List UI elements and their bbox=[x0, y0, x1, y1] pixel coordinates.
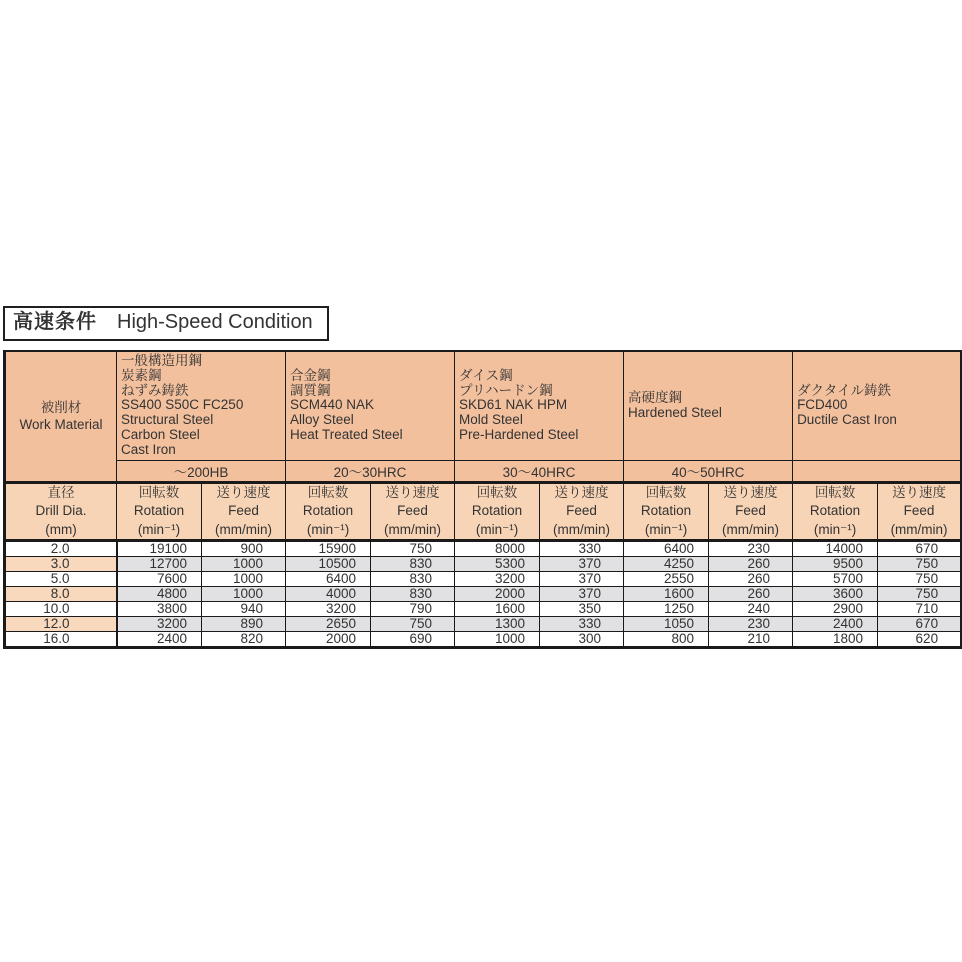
feed-value: 210 bbox=[709, 632, 793, 648]
material-group-1 bbox=[117, 351, 286, 460]
rotation-value: 8000 bbox=[455, 541, 540, 557]
rotation-value: 3200 bbox=[455, 572, 540, 587]
rotation-value: 5300 bbox=[455, 557, 540, 572]
rot-header-unit: (min⁻¹) bbox=[644, 521, 688, 537]
feed-header-en: Feed bbox=[397, 503, 428, 519]
feed-header-jp: 送り速度 bbox=[385, 484, 440, 500]
data-row-dia-5.0 bbox=[5, 572, 962, 587]
drill-dia-header-jp: 直径 bbox=[47, 484, 75, 500]
material-group-1-line: Cast Iron bbox=[121, 441, 176, 457]
rotation-value: 1000 bbox=[455, 632, 540, 648]
rot-header-unit: (min⁻¹) bbox=[813, 521, 857, 537]
feed-value: 240 bbox=[709, 602, 793, 617]
material-group-3 bbox=[455, 351, 624, 460]
dia-cell: 8.0 bbox=[5, 587, 117, 602]
data-row-dia-3.0 bbox=[5, 557, 962, 572]
rotation-value: 7600 bbox=[117, 572, 202, 587]
feed-value: 750 bbox=[878, 557, 962, 572]
material-group-1-line: 一般構造用鋼 bbox=[121, 353, 202, 368]
rot-header-unit: (min⁻¹) bbox=[306, 521, 350, 537]
feed-value: 750 bbox=[371, 541, 455, 557]
feed-value: 1000 bbox=[202, 587, 286, 602]
feed-header-en: Feed bbox=[903, 503, 935, 519]
feed-value: 260 bbox=[709, 572, 793, 587]
feed-value: 370 bbox=[540, 557, 624, 572]
dia-cell: 3.0 bbox=[5, 557, 117, 572]
feed-header-en: Feed bbox=[735, 503, 766, 519]
hardness-label-3: 30～40HRC bbox=[455, 460, 624, 482]
rotation-value: 1050 bbox=[624, 617, 709, 632]
feed-value: 750 bbox=[878, 587, 962, 602]
rotation-value: 1600 bbox=[624, 587, 709, 602]
feed-value: 900 bbox=[202, 541, 286, 557]
feed-header-2 bbox=[371, 482, 455, 541]
material-group-2-line: Heat Treated Steel bbox=[290, 426, 403, 442]
data-rows bbox=[5, 541, 962, 648]
material-group-3-line: プリハードン鋼 bbox=[459, 382, 553, 398]
material-group-2-line: SCM440 NAK bbox=[290, 397, 375, 413]
feed-value: 890 bbox=[202, 617, 286, 632]
rotation-value: 1300 bbox=[455, 617, 540, 632]
rot-header-5 bbox=[793, 482, 878, 541]
feed-header-jp: 送り速度 bbox=[723, 484, 778, 500]
rot-header-jp: 回転数 bbox=[476, 484, 518, 500]
feed-value: 750 bbox=[371, 617, 455, 632]
feed-value: 830 bbox=[371, 587, 455, 602]
rot-header-jp: 回転数 bbox=[138, 484, 180, 500]
feed-value: 750 bbox=[878, 572, 962, 587]
hardness-label-4: 40～50HRC bbox=[624, 460, 793, 482]
dia-cell: 12.0 bbox=[5, 617, 117, 632]
hardness-label-2: 20～30HRC bbox=[286, 460, 455, 482]
rotation-value: 12700 bbox=[117, 557, 202, 572]
rotation-value: 4000 bbox=[286, 587, 371, 602]
hardness-label-1: ～200HB bbox=[117, 460, 286, 482]
feed-value: 620 bbox=[878, 632, 962, 648]
feed-value: 940 bbox=[202, 602, 286, 617]
work-material-header bbox=[5, 351, 117, 482]
feed-value: 230 bbox=[709, 617, 793, 632]
feed-header-jp: 送り速度 bbox=[554, 484, 609, 500]
rotation-value: 6400 bbox=[286, 572, 371, 587]
feed-value: 670 bbox=[878, 541, 962, 557]
rotation-value: 4800 bbox=[117, 587, 202, 602]
feed-header-en: Feed bbox=[566, 503, 597, 519]
rot-header-en: Rotation bbox=[302, 503, 354, 519]
rotation-value: 5700 bbox=[793, 572, 878, 587]
data-row-dia-2.0 bbox=[5, 541, 962, 557]
feed-value: 820 bbox=[202, 632, 286, 648]
title-japanese: 高速条件 bbox=[13, 311, 97, 333]
rotation-value: 2400 bbox=[117, 632, 202, 648]
rotation-value: 10500 bbox=[286, 557, 371, 572]
rotation-value: 4250 bbox=[624, 557, 709, 572]
title-box bbox=[3, 306, 329, 341]
material-group-2-line: Alloy Steel bbox=[290, 412, 354, 428]
feed-header-1 bbox=[202, 482, 286, 541]
rot-header-en: Rotation bbox=[640, 503, 692, 519]
material-group-1-line: ねずみ鋳鉄 bbox=[121, 382, 189, 398]
rot-header-en: Rotation bbox=[471, 503, 523, 519]
feed-header-unit: (mm/min) bbox=[553, 521, 611, 537]
material-group-1-line: Carbon Steel bbox=[121, 426, 200, 442]
rot-header-unit: (min⁻¹) bbox=[475, 521, 519, 537]
data-row-dia-8.0 bbox=[5, 587, 962, 602]
feed-header-en: Feed bbox=[228, 503, 259, 519]
material-group-2-line: 調質鋼 bbox=[290, 382, 331, 398]
column-header-row bbox=[5, 482, 962, 541]
feed-value: 230 bbox=[709, 541, 793, 557]
dia-cell: 5.0 bbox=[5, 572, 117, 587]
data-row-dia-10.0 bbox=[5, 602, 962, 617]
material-header-row bbox=[5, 351, 962, 460]
data-row-dia-12.0 bbox=[5, 617, 962, 632]
rot-header-jp: 回転数 bbox=[814, 484, 856, 500]
feed-header-jp: 送り速度 bbox=[216, 484, 271, 500]
rotation-value: 3200 bbox=[117, 617, 202, 632]
work-material-en: Work Material bbox=[19, 417, 103, 433]
rot-header-unit: (min⁻¹) bbox=[137, 521, 181, 537]
rotation-value: 9500 bbox=[793, 557, 878, 572]
rot-header-jp: 回転数 bbox=[645, 484, 687, 500]
rot-header-2 bbox=[286, 482, 371, 541]
feed-header-unit: (mm/min) bbox=[890, 521, 948, 537]
feed-header-jp: 送り速度 bbox=[892, 484, 947, 500]
rot-header-3 bbox=[455, 482, 540, 541]
material-group-4-line: 高硬度鋼 bbox=[628, 389, 683, 405]
feed-value: 1000 bbox=[202, 557, 286, 572]
material-group-3-line: Pre-Hardened Steel bbox=[459, 426, 579, 442]
material-group-1-line: 炭素鋼 bbox=[121, 367, 162, 383]
rotation-value: 3200 bbox=[286, 602, 371, 617]
rot-header-en: Rotation bbox=[133, 503, 185, 519]
rotation-value: 2000 bbox=[455, 587, 540, 602]
dia-cell: 16.0 bbox=[5, 632, 117, 648]
feed-value: 330 bbox=[540, 617, 624, 632]
feed-value: 690 bbox=[371, 632, 455, 648]
rot-header-1 bbox=[117, 482, 202, 541]
feed-header-3 bbox=[540, 482, 624, 541]
rotation-value: 800 bbox=[624, 632, 709, 648]
drill-dia-header-unit: (mm) bbox=[45, 521, 77, 537]
rotation-value: 2550 bbox=[624, 572, 709, 587]
material-group-4-line: Hardened Steel bbox=[628, 404, 722, 420]
feed-value: 830 bbox=[371, 557, 455, 572]
high-speed-condition-table bbox=[3, 350, 962, 649]
material-group-1-line: SS400 S50C FC250 bbox=[121, 397, 244, 413]
rotation-value: 1250 bbox=[624, 602, 709, 617]
rotation-value: 3600 bbox=[793, 587, 878, 602]
feed-value: 830 bbox=[371, 572, 455, 587]
material-group-5-line: Ductile Cast Iron bbox=[797, 412, 897, 428]
rotation-value: 1800 bbox=[793, 632, 878, 648]
material-group-5-line: FCD400 bbox=[797, 397, 848, 413]
rotation-value: 2000 bbox=[286, 632, 371, 648]
feed-value: 260 bbox=[709, 557, 793, 572]
feed-value: 350 bbox=[540, 602, 624, 617]
title-english: High-Speed Condition bbox=[117, 311, 313, 333]
rotation-value: 14000 bbox=[793, 541, 878, 557]
feed-header-unit: (mm/min) bbox=[215, 521, 272, 537]
material-group-5-line: ダクタイル鋳鉄 bbox=[797, 382, 892, 398]
feed-value: 710 bbox=[878, 602, 962, 617]
material-group-4 bbox=[624, 351, 793, 460]
feed-header-4 bbox=[709, 482, 793, 541]
rotation-value: 1600 bbox=[455, 602, 540, 617]
hardness-label-5 bbox=[793, 460, 962, 482]
feed-value: 370 bbox=[540, 587, 624, 602]
data-row-dia-16.0 bbox=[5, 632, 962, 648]
rotation-value: 2400 bbox=[793, 617, 878, 632]
feed-value: 260 bbox=[709, 587, 793, 602]
rotation-value: 3800 bbox=[117, 602, 202, 617]
rotation-value: 2900 bbox=[793, 602, 878, 617]
material-group-2-line: 合金鋼 bbox=[290, 367, 331, 383]
material-group-2 bbox=[286, 351, 455, 460]
dia-cell: 10.0 bbox=[5, 602, 117, 617]
drill-dia-header bbox=[5, 482, 117, 541]
rotation-value: 2650 bbox=[286, 617, 371, 632]
feed-value: 330 bbox=[540, 541, 624, 557]
feed-value: 670 bbox=[878, 617, 962, 632]
rot-header-en: Rotation bbox=[809, 503, 861, 519]
feed-value: 1000 bbox=[202, 572, 286, 587]
rotation-value: 6400 bbox=[624, 541, 709, 557]
drill-dia-header-en: Drill Dia. bbox=[35, 503, 87, 519]
hardness-row bbox=[5, 460, 962, 482]
rot-header-jp: 回転数 bbox=[307, 484, 349, 500]
feed-value: 370 bbox=[540, 572, 624, 587]
rot-header-4 bbox=[624, 482, 709, 541]
material-group-3-line: SKD61 NAK HPM bbox=[459, 397, 568, 413]
feed-value: 300 bbox=[540, 632, 624, 648]
material-group-3-line: Mold Steel bbox=[459, 412, 523, 428]
material-group-5 bbox=[793, 351, 962, 460]
feed-header-unit: (mm/min) bbox=[384, 521, 442, 537]
dia-cell: 2.0 bbox=[5, 541, 117, 557]
material-group-3-line: ダイス鋼 bbox=[459, 367, 513, 383]
work-material-jp: 被削材 bbox=[40, 400, 82, 416]
rotation-value: 19100 bbox=[117, 541, 202, 557]
material-group-1-line: Structural Steel bbox=[121, 412, 214, 428]
feed-header-unit: (mm/min) bbox=[722, 521, 780, 537]
rotation-value: 15900 bbox=[286, 541, 371, 557]
feed-header-5 bbox=[878, 482, 962, 541]
feed-value: 790 bbox=[371, 602, 455, 617]
